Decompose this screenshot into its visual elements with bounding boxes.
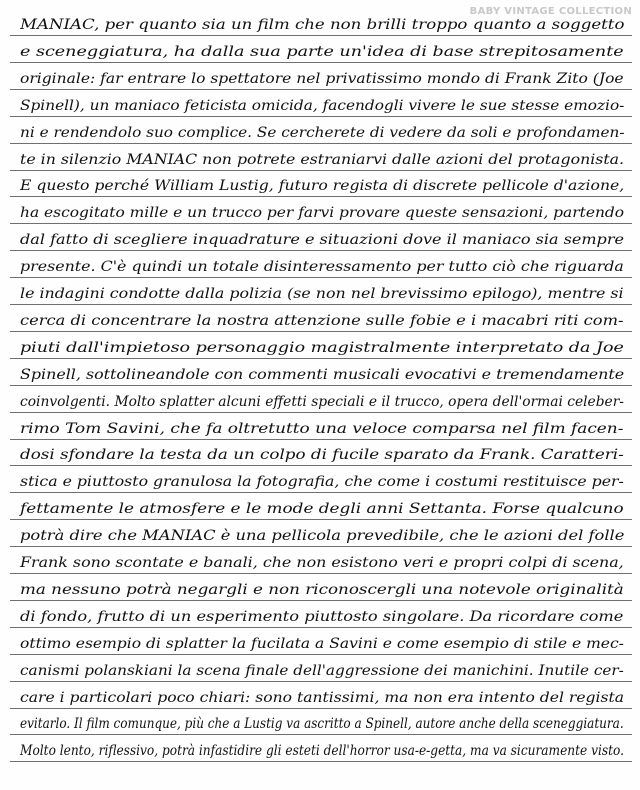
text-line-5 <box>10 118 632 144</box>
line-text: evitarlo. Il film comunque, più che a Lustig va ascritto a Spinell, autore anche della sceneggiatura. <box>20 716 624 733</box>
line-text: fettamente le atmosfere e le mode degli anni Settanta. Forse qualcuno <box>20 501 624 518</box>
line-text: coinvolgenti. Molto splatter alcuni effetti speciali e il trucco, opera dell'ormai celeber- <box>20 393 624 410</box>
text-line-24 <box>10 629 632 655</box>
text-line-26 <box>10 683 632 709</box>
text-line-20 <box>10 521 632 547</box>
text-line-9 <box>10 225 632 251</box>
text-line-15 <box>10 387 632 413</box>
line-text: rimo Tom Savini, che fa oltretutto una veloce comparsa nel film facen- <box>20 420 624 437</box>
text-line-4 <box>10 91 632 117</box>
line-text: ni e rendendolo suo complice. Se cercherete di vedere da soli e profondamen- <box>20 124 625 141</box>
text-line-27 <box>10 709 632 735</box>
text-line-10 <box>10 252 632 278</box>
text-line-28 <box>10 736 632 762</box>
text-line-23 <box>10 602 632 628</box>
line-text: potrà dire che MANIAC è una pellicola prevedibile, che le azioni del folle <box>20 528 625 545</box>
text-line-16 <box>10 414 632 440</box>
text-line-11 <box>10 279 632 305</box>
text-line-8 <box>10 198 632 224</box>
line-text: Frank sono scontate e banali, che non esistono veri e propri colpi di scena, <box>20 555 624 571</box>
text-line-25 <box>10 656 632 682</box>
text-line-12 <box>10 306 632 332</box>
line-text: care i particolari poco chiari: sono tantissimi, ma non era intento del regista <box>20 689 625 706</box>
line-text: presente. C'è quindi un totale disinteressamento per tutto ciò che riguarda <box>20 259 624 276</box>
line-text: Molto lento, riflessivo, potrà infastidire gli esteti dell'horror usa-e-getta, ma va sicuramente visto. <box>20 743 624 760</box>
text-line-1 <box>10 10 632 36</box>
text-line-22 <box>10 575 632 601</box>
line-text: MANIAC, per quanto sia un film che non brilli troppo quanto a soggetto <box>20 17 625 33</box>
line-text: E questo perché William Lustig, futuro regista di discrete pellicole d'azione, <box>20 178 625 195</box>
text-line-6 <box>10 145 632 171</box>
line-text: cerca di concentrare la nostra attenzione sulle fobie e i macabri riti com- <box>20 312 624 329</box>
line-text: Spinell, sottolineandole con commenti musicali evocativi e tremendamente <box>20 366 625 383</box>
line-text: Spinell), un maniaco feticista omicida, facendogli vivere le sue stesse emozio- <box>20 97 625 114</box>
text-line-3 <box>10 64 632 90</box>
text-line-7 <box>10 171 632 197</box>
line-text: stica e piuttosto granulosa la fotografia, che come i costumi restituisce per- <box>20 474 624 491</box>
watermark: BABY VINTAGE COLLECTION <box>469 6 632 17</box>
line-text: te in silenzio MANIAC non potrete estraniarvi dalle azioni del protagonista. <box>20 151 625 168</box>
line-text: canismi polanskiani la scena finale dell'aggressione dei manichini. Inutile cer- <box>20 662 624 679</box>
line-text: originale: far entrare lo spettatore nel privatissimo mondo di Frank Zito (Joe <box>20 70 624 87</box>
line-text: piuti dall'impietoso personaggio magistralmente interpretato da Joe <box>20 339 624 356</box>
line-text: dal fatto di scegliere inquadrature e situazioni dove il maniaco sia sempre <box>20 232 624 249</box>
line-text: dosi sfondare la testa da un colpo di fucile sparato da Frank. Caratteri- <box>20 447 624 464</box>
text-line-2 <box>10 37 632 63</box>
text-line-17 <box>10 440 632 466</box>
line-text: ma nessuno potrà negargli e non riconoscergli una notevole originalità <box>20 581 624 598</box>
line-text: le indagini condotte dalla polizia (se non nel brevissimo epilogo), mentre si <box>20 286 624 302</box>
text-line-14 <box>10 360 632 386</box>
line-text: ha escogitato mille e un trucco per farvi provare queste sensazioni, partendo <box>20 205 625 222</box>
line-text: di fondo, frutto di un esperimento piuttosto singolare. Da ricordare come <box>20 608 624 625</box>
text-line-21 <box>10 548 632 574</box>
text-line-19 <box>10 494 632 520</box>
text-line-13 <box>10 333 632 359</box>
line-text: e sceneggiatura, ha dalla sua parte un'idea di base strepitosamente <box>20 43 624 60</box>
text-line-18 <box>10 467 632 493</box>
line-text: ottimo esempio di splatter la fucilata a Savini e come esempio di stile e mec- <box>20 635 624 652</box>
